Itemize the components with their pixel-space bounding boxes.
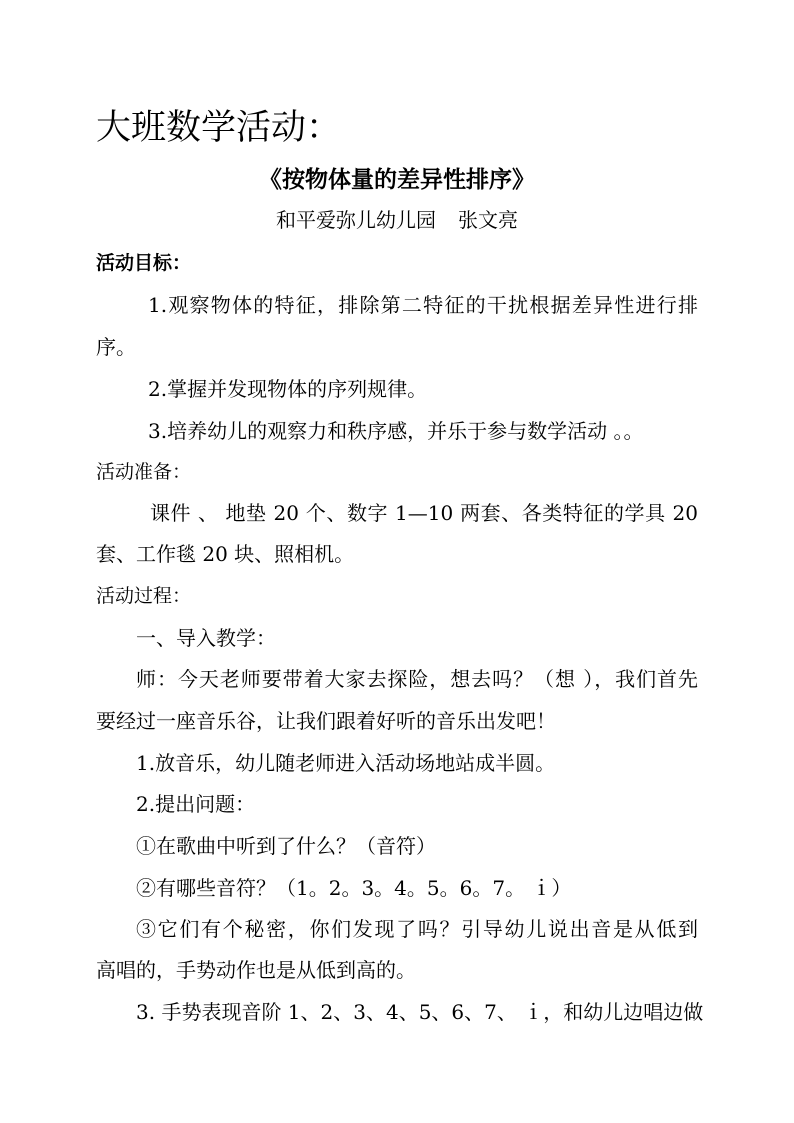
- document-title: 大班数学活动：: [96, 108, 342, 148]
- question-1: ①在歌曲中听到了什么？（音符）: [136, 834, 436, 858]
- step-3: 3. 手势表现音阶 1、2、3、4、5、6、7、 ｉ，和幼儿边唱边做: [136, 1000, 704, 1024]
- step-1: 1.放音乐，幼儿随老师进入活动场地站成半圆。: [136, 751, 556, 775]
- author-name: 张文亮: [458, 208, 518, 232]
- prep-line-1: 课件 、 地垫 20 个、数字 1—10 两套、各类特征的学具 20: [150, 501, 698, 525]
- author-school: 和平爱弥儿幼儿园: [276, 208, 436, 232]
- lesson-subtitle: 《按物体量的差异性排序》: [259, 166, 535, 193]
- step-2: 2.提出问题：: [136, 792, 256, 816]
- prep-heading: 活动准备：: [96, 461, 192, 483]
- process-section-1: 一、导入教学：: [136, 626, 276, 650]
- question-3-line-1: ③它们有个秘密，你们发现了吗？引导幼儿说出音是从低到: [136, 917, 698, 941]
- prep-line-2: 套、工作毯 20 块、照相机。: [96, 542, 355, 566]
- process-heading: 活动过程：: [96, 585, 192, 607]
- goals-heading: 活动目标：: [96, 252, 192, 274]
- question-2: ②有哪些音符？（1。2。3。4。5。6。7。 ｉ）: [136, 876, 572, 900]
- author-line: [0, 206, 794, 234]
- goal-item-2: 2.掌握并发现物体的序列规律。: [148, 377, 428, 401]
- goal-item-1-line-1: 1.观察物体的特征，排除第二特征的干扰根据差异性进行排: [148, 293, 698, 317]
- teacher-line-1: 师：今天老师要带着大家去探险，想去吗？（想 ），我们首先: [136, 667, 698, 691]
- teacher-line-2: 要经过一座音乐谷，让我们跟着好听的音乐出发吧！: [96, 709, 556, 733]
- goal-item-3: 3.培养幼儿的观察力和秩序感，并乐于参与数学活动 。。: [148, 419, 644, 443]
- goal-item-1-line-2: 序。: [96, 335, 136, 359]
- question-3-line-2: 高唱的，手势动作也是从低到高的。: [96, 958, 416, 982]
